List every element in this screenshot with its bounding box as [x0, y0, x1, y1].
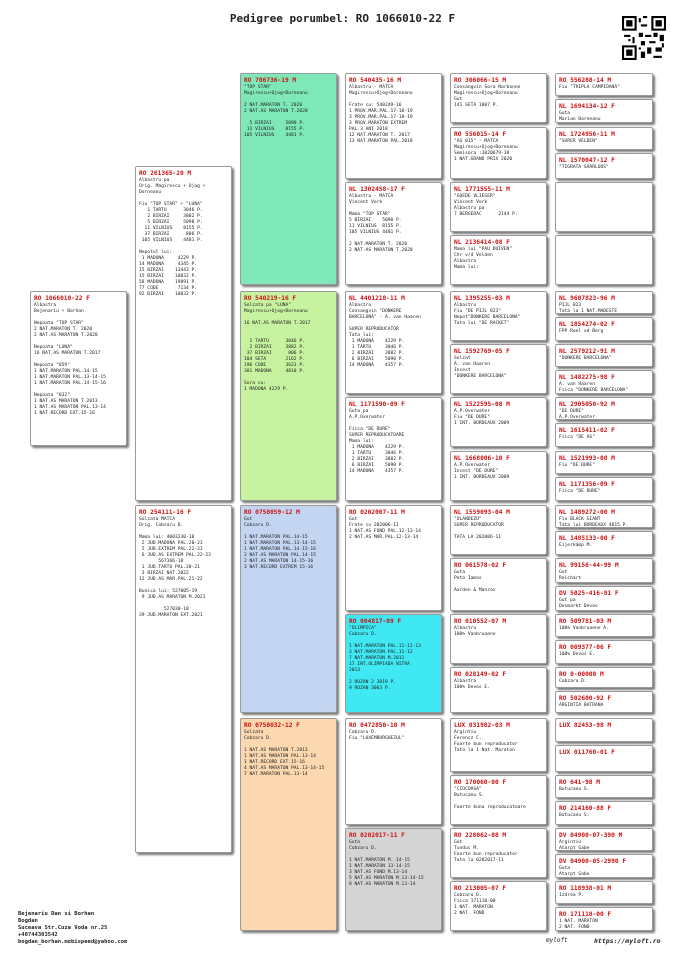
card-details: Gut Frate cu 202006-11 1 NAT.AS FOND PAL.12-13-14 2 NAT.AS MAR.PAL.12-13-14 — [349, 517, 421, 540]
card-details: Consangvin Sora Narbonne Magirescu+Ojog+Dorneanu Gut 141 SETA 1807 P. — [454, 85, 521, 108]
pedigree-card-gen5-8[interactable] — [555, 370, 653, 394]
pedigree-card-gen3-8[interactable] — [345, 828, 442, 931]
card-details: "GOEDE VLIEGER" Vincent Vork Albastru pa 7 BERGERAC 2144 P. — [454, 194, 518, 217]
pedigree-card-gen5-empty-1 — [555, 182, 653, 232]
ring-number: RO 254111-16 F — [139, 509, 192, 516]
ring-number: NL 1559093-04 M — [454, 509, 510, 516]
pedigree-card-gen4-9[interactable] — [450, 505, 547, 555]
pedigree-card-gen4-8[interactable] — [450, 451, 547, 501]
ring-number: RO 0202017-11 F — [349, 832, 405, 839]
ring-number: NL 1521993-08 M — [559, 455, 615, 462]
card-details: "SUPER VELDEN" — [559, 139, 598, 144]
card-details: Butucanu S. — [559, 813, 590, 818]
card-details: Albastru pa Orig. Magirescu + Ojog + Dorneanu Fiu "TOP STAR" + "LUNA" 1 TARTU 3046 P. 2 BIRZAI 3882 P. 5 BIRZAI 5090 P. 11 VILNIUS 8155 P. 37 BIRZAI 806 P. 105 VILNIUS 4481 P. Nepotul lui: 1 MADONA 4229 P. 14 MADONA 4345 P. 15 BIRZAI 13443 P. 15 BIRZAI 10832 P. 58 MADONA 19891 P. 77 CODE 7134 P. 92 BIRZAI 10832 P. — [139, 178, 206, 297]
pedigree-card-dam[interactable] — [135, 505, 232, 853]
ring-number: NL 2579212-91 M — [559, 348, 615, 355]
pedigree-card-gen4-15[interactable] — [450, 828, 547, 878]
card-details: Fiica "DE DURE" — [559, 489, 601, 494]
ring-number: RO 004817-09 F — [349, 618, 402, 625]
pedigree-card-gen5-18[interactable] — [555, 640, 653, 664]
pedigree-card-gen4-13[interactable] — [450, 718, 547, 772]
pedigree-card-gen5-9[interactable] — [555, 397, 653, 420]
pedigree-card-gen5-23[interactable] — [555, 775, 653, 798]
card-details: "OLANDEZU" SUPER REPRODUCATOR TATA LA 202006-11 — [454, 517, 504, 540]
card-details: A. van Haaren Fiica "DONKERE BARCELONA" — [559, 382, 629, 393]
card-details: Gut Tunduc M. Foarte bun reproducator Tata la 0202017-11 — [454, 840, 518, 863]
card-details: Guta Peto Iamos Aarden & Manrov — [454, 570, 496, 593]
ring-number: RO 0750032-12 F — [244, 722, 300, 729]
ring-number: NL 1171356-09 F — [559, 481, 615, 488]
website-link[interactable]: https://myloft.ro — [594, 937, 661, 945]
card-details: Fiica "DE AS" — [559, 435, 595, 440]
ring-number: RO 306066-15 M — [454, 77, 507, 84]
pedigree-card-gen5-25[interactable] — [555, 828, 653, 851]
ring-number: NL 1395255-03 M — [454, 295, 510, 302]
ring-number: NL 1570047-12 F — [559, 157, 615, 164]
pedigree-card-gen3-3[interactable] — [345, 291, 442, 394]
ring-number: NL 99156-44-99 M — [559, 562, 619, 569]
card-details: Albastra 100% Devos E. — [454, 679, 490, 690]
pedigree-card-gen3-6[interactable] — [345, 614, 442, 713]
ring-number: RO 706736-19 M — [244, 77, 297, 84]
pedigree-card-gen4-2[interactable] — [450, 127, 547, 179]
ring-number: NL 1668006-10 F — [454, 455, 510, 462]
ring-number: NL 2905050-92 M — [559, 401, 615, 408]
pedigree-card-gen5-15[interactable] — [555, 558, 653, 583]
pedigree-card-sire[interactable] — [135, 166, 232, 501]
card-details: Eijerkamp M. — [559, 543, 593, 548]
ring-number: NL 1522595-08 M — [454, 401, 510, 408]
pedigree-card-gen4-4[interactable] — [450, 235, 547, 285]
ring-number: RO 010552-07 M — [454, 618, 507, 625]
ring-number: RO 061578-02 F — [454, 562, 507, 569]
ring-number: LUX 011760-01 F — [559, 749, 615, 756]
ring-number: DV 04900-07-390 M — [559, 832, 623, 839]
card-details: ARGINTIA BATRANA — [559, 703, 604, 708]
ring-number: LUX 031982-03 M — [454, 722, 510, 729]
ring-number: RO 540435-16 M — [349, 77, 402, 84]
card-details: Cobzaru D. — [559, 679, 587, 684]
ring-number: RO 509781-03 M — [559, 618, 612, 625]
ring-number: NL 1771555-11 M — [454, 186, 510, 193]
pedigree-card-grand-dam-dam[interactable] — [240, 718, 337, 931]
ring-number: LUX 82453-98 M — [559, 722, 612, 729]
ring-number: RO 261365-20 M — [139, 170, 192, 177]
pedigree-card-gen5-2[interactable] — [555, 99, 653, 123]
card-details: Mama lui "PAU DUIVEN" Chr v/d Velden Albastra Mama lui: — [454, 247, 513, 270]
pedigree-card-gen4-12[interactable] — [450, 667, 547, 713]
ring-number: NL 1724956-11 M — [559, 131, 615, 138]
card-details: "AS 015" - MATCA Magirescu+Ojog+Dorneanu Semisora :1020679-18 1 NAT.GRAND PRIX 2020 — [454, 139, 518, 162]
pedigree-card-gen4-3[interactable] — [450, 182, 547, 232]
pedigree-card-gen5-12[interactable] — [555, 477, 653, 501]
pedigree-card-gen5-5[interactable] — [555, 291, 653, 314]
ring-number: RO 556288-14 M — [559, 77, 612, 84]
ring-number: RO 118938-01 M — [559, 885, 612, 892]
ring-number: NL 1489272-00 M — [559, 509, 615, 516]
pedigree-card-gen5-4[interactable] — [555, 153, 653, 179]
pedigree-card-grand-dam-sire[interactable] — [240, 291, 337, 501]
card-details: FPP Roel vd Berg — [559, 329, 604, 334]
owner-info: Bejenariu Dan si Borhan Bogdan Suceava Str.Cuza Voda nr.25 +40744303542 bogdan_borhan.mobispeed@yahoo.com — [18, 911, 128, 945]
pedigree-card-gen5-19[interactable] — [555, 667, 653, 688]
card-details: "DONKERE BARCELONA" — [559, 356, 612, 361]
page-title: Pedigree porumbel: RO 1066010-22 F — [229, 12, 456, 25]
ring-number: NL 9607823-96 M — [559, 295, 615, 302]
pedigree-card-gen4-5[interactable] — [450, 291, 547, 341]
card-details: Guta Marian Dorneanu — [559, 111, 601, 122]
card-details: Argintiu Atarpt Gabe — [559, 840, 590, 851]
pedigree-card-gen5-14[interactable] — [555, 531, 653, 555]
pedigree-card-grand-sire-sire[interactable] — [240, 73, 337, 285]
card-details: 1 NAT. MARATON 2 NAT. FOND — [559, 919, 598, 930]
ring-number: RO 540219-16 F — [244, 295, 297, 302]
ring-number: NL 1592769-05 F — [454, 348, 510, 355]
card-details: Guta Atarpt Gabe — [559, 866, 590, 877]
pedigree-card-gen5-26[interactable] — [555, 854, 653, 878]
ring-number: NL 1615411-02 F — [559, 427, 615, 434]
card-details: Guta Cobzaru D. 1 NAT.MARATON M. 14-15 1 NAT.MARATON 13-14-15 3 NAT.AS FOND M.13-14 5 NAT.AS MARATON M.13-14-15 8 NAT.AS MARATON M.13-14 — [349, 840, 424, 887]
card-details: Fiu BLACK GIANT Tata lui BORDEAUX 4815 P. — [559, 517, 629, 528]
pedigree-card-gen5-20[interactable] — [555, 691, 653, 713]
pedigree-card-gen3-1[interactable] — [345, 73, 442, 179]
ring-number: DV 5025-416-81 F — [559, 590, 619, 597]
ring-number: RO 171118-00 F — [559, 911, 612, 918]
card-details: Gut Cobzaru D. 1 NAT.MARATON PAL.14-15 1 NAT.MARATON PAL.13-14-15 1 NAT.MARATON PAL.14-15-16 2 NAT.AS MARATON PAL.14-15 2 NAT.AS MARATON 14-15-16 3 NAT.RECORD EXTREM 15-16 — [244, 517, 316, 570]
card-details: Albastra - MATCA Vincent Vork Mama "TOP STAR" 5 BIRZAI 5090 P. 11 VILNIUS 8155 P. 105 VILNIUS 4481 P. 2 NAT.MARATON T. 2020 2 NAT.AS MARATON T.2020 — [349, 194, 413, 253]
pedigree-card-gen4-10[interactable] — [450, 558, 547, 611]
pedigree-card-gen4-14[interactable] — [450, 775, 547, 825]
card-details: Albastru Consangvin "DONKERE BARCELONA" - A. van Haaren SUPER REPRODUCATOR Tata lui: 1 MADONA 4229 P. 1 TARTU 3046 P. 2 BIRZAI 3882 P. 6 BIRZAI 5090 P. 14 MADONA 4357 P. — [349, 303, 421, 368]
card-details: Solzata Cobzaru D. 1 NAT.AS MARATON T.2013 1 NAT.AS MARATON PAL.13-14 1 NAT.RECORD EXT.15-16 4 NAT.AS MARATON PAL.13-14-15 7 NAT.MARATON PAL.13-14 — [244, 730, 325, 777]
ring-number: RO 556015-14 F — [454, 131, 507, 138]
card-details: Gut Reichart — [559, 570, 582, 581]
card-details: Albastra Bejenariu + Borhan Nepoata "TOP STAR" 2 NAT.MARATON T. 2020 2 NAT.AS MARATON T.2020 Nepoata "LUNA" 16 NAT.AS MARATON T.2017 Nepoata "059" 1 NAT.MARATON PAL.14-15 1 NAT.MARATON PAL.13-14-15 1 NAT.MARATON PAL.14-15-16 Nepoata "032" 1 NAT.AS MARATON T.2013 1 NAT.AS MARATON PAL.13-14 1 NAT.RECORD EXT.15-16 — [34, 303, 106, 416]
pedigree-card-gen4-1[interactable] — [450, 73, 547, 123]
pedigree-card-gen4-16[interactable] — [450, 881, 547, 931]
ring-number: NL 2136414-08 F — [454, 239, 510, 246]
card-details: "OLIMPICA" Cobzaru D. 1 NAT.MARATON PAL.11-12-13 3 NAT.MARATON PAL.11-12 7 NAT.MARATON M.2011 17 INT.OLIMPIADA NITRA 2013 2 ROZAN 2 3019 P. 9 ROZAN 3063 P. — [349, 626, 421, 691]
card-details: Cobzaru D. Fiica 171118-00 1 NAT. MARATON 2 NAT. FOND — [454, 893, 496, 916]
pedigree-card-gen5-11[interactable] — [555, 451, 653, 474]
pedigree-card-gen5-7[interactable] — [555, 344, 653, 367]
card-details: "CIOCOASA" Butucanu S. Foarte buna reproducatoare — [454, 787, 526, 810]
ring-number: RO 0202007-11 M — [349, 509, 405, 516]
pedigree-card-gen5-28[interactable] — [555, 907, 653, 931]
ring-number: RO 228062-08 M — [454, 832, 507, 839]
ring-number: RO 214160-88 F — [559, 805, 612, 812]
pedigree-card-gen5-empty-2 — [555, 235, 653, 285]
card-details: Solzat A. van Haaren Incest "DONKERE BARCELONA" — [454, 356, 507, 379]
pedigree-card-gen5-21[interactable] — [555, 718, 653, 742]
pedigree-card-gen4-6[interactable] — [450, 344, 547, 394]
card-details: 100% Vanbruaene A. — [559, 626, 609, 631]
pedigree-card-gen3-5[interactable] — [345, 505, 442, 611]
ring-number: NL 1854274-02 F — [559, 321, 615, 328]
card-details: Izdrea P. — [559, 893, 584, 898]
ring-number: NL 4401218-11 M — [349, 295, 405, 302]
card-details: Fiu "DE DURE" — [559, 463, 595, 468]
card-details: Butucanu S. — [559, 787, 590, 792]
ring-number: RO 502600-92 F — [559, 695, 612, 702]
ring-number: RO 641-98 M — [559, 779, 600, 786]
ring-number: RO 0472850-10 M — [349, 722, 405, 729]
card-details: Albastru 100% Vanbruaene — [454, 626, 496, 637]
pedigree-card-gen5-24[interactable] — [555, 801, 653, 825]
ring-number: RO 028149-02 F — [454, 671, 507, 678]
pedigree-card-gen5-13[interactable] — [555, 505, 653, 528]
card-details: Solzata MATCA Orig. Cobzaru D. Mama lui: 4003230-18 2 JUD.MADONA PAL.20-23 5 JUD.EXTREM PAL.22-23 6 JUD.AS EXTREM PAL.22-23 567366-18 1 JUD.TARTU PAL.20-21 3 BIRZAI NAT.2022 12 JUD.AS MAR.PAL.21-22 Bunica lui: 527005-19 9 JUD.AS MARATON M.2021 527030-18 39 JUD.MARATON EXT.2021 — [139, 517, 211, 618]
ring-number: RO 1066010-22 F — [34, 295, 90, 302]
ring-number: RO 0750059-12 M — [244, 509, 300, 516]
card-details: Fiu "TRIPLA CAMPIOANA" — [559, 85, 620, 90]
card-details: 100% Devos E. — [559, 652, 595, 657]
card-details: Gut pa Desmarkt Devos — [559, 598, 598, 609]
card-details: Guta pa A.P.Overwater Fiica "DE DURE" SUPER REPRODUCATOARE Mama lui: 1 MADONA 4229 P. 1 TARTU 3046 P. 2 BIRZAI 3882 P. 6 BIRZAI 5090 P. 14 MADONA 4357 P. — [349, 409, 405, 474]
card-details: "DE DURE" A.P.Overwater — [559, 409, 595, 420]
ring-number: NL 1485133-00 F — [559, 535, 615, 542]
pedigree-card-gen5-6[interactable] — [555, 317, 653, 341]
card-details: PIJL 823 Tata la 1 NAT.MADESTE — [559, 303, 618, 314]
pedigree-card-gen5-10[interactable] — [555, 423, 653, 447]
card-details: A.P.Overwater Incest "DE DURE" 1 INT. BORDEAUX 2009 — [454, 463, 510, 480]
card-details: Albastru Fiu "DE PIJL 823" Nepot"DONKERE BARCELONA" Tata lui "DE RACKET" — [454, 303, 521, 326]
card-details: Argintiu Ferencz C. Foarte bun reproducator Tata la 1 Nat. Maraton — [454, 730, 518, 753]
card-details: Cobzaru D. Fiu "LUXEMBURGHEZUL" — [349, 730, 405, 741]
pedigree-card-gen5-22[interactable] — [555, 745, 653, 772]
pedigree-card-gen4-11[interactable] — [450, 614, 547, 664]
pedigree-card-gen4-7[interactable] — [450, 397, 547, 447]
card-details: Albastru - MATCA Magirescu+Ojog+Dorneanu Frate cu: 540249-16 1 PROV.MAR.PAL.17-18-19 3 PROV.MAR.PAL.17-18-19 3 PROV.MARATON EXTREM PAL.3 ANI 2018 12 NAT.MARATON T. 2017 13 NAT.MARATON PAL.2018 — [349, 85, 413, 144]
myloft-logo: myloft — [546, 937, 568, 944]
pedigree-card-gen3-4[interactable] — [345, 397, 442, 501]
ring-number: RO 213005-07 F — [454, 885, 507, 892]
ring-number: NL 1694134-12 F — [559, 103, 615, 110]
ring-number: NL 1302458-17 F — [349, 186, 405, 193]
ring-number: NL 1171590-09 F — [349, 401, 405, 408]
ring-number: RO 170060-00 F — [454, 779, 507, 786]
pedigree-card-grand-sire-dam[interactable] — [240, 505, 337, 713]
card-details: "TIGRATA SAARLOOS" — [559, 165, 609, 170]
pedigree-card-gen5-17[interactable] — [555, 614, 653, 637]
ring-number: DV 04900-05-2990 F — [559, 858, 627, 865]
pedigree-card-gen5-27[interactable] — [555, 881, 653, 904]
pedigree-card-gen5-3[interactable] — [555, 127, 653, 150]
qr-code-icon — [622, 16, 666, 60]
ring-number: RO 0-00000 M — [559, 671, 604, 678]
pedigree-card-gen5-16[interactable] — [555, 586, 653, 611]
pedigree-card-gen3-2[interactable] — [345, 182, 442, 285]
pedigree-card-subject[interactable] — [30, 291, 127, 446]
card-details: A.P.Overwater Fiu "DE DURE" 1 INT. BORDEAUX 2009 — [454, 409, 510, 426]
card-details: Solzata pa "LUNA" Magirescu+Ojog+Dorneanu 16 NAT.AS MARATON T.2017 1 TARTU 3046 P. 2 BIRZAI 3882 P. 37 BIRZAI 806 P. 104 SETA 2162 P. 196 CODE 3623 P. 381 MADONA 4810 P. Sora cu: 1 MADONA 4229 P. — [244, 303, 311, 392]
card-details: "TOP STAR" Magirescu+Ojog+Dorneanu 2 NAT.MARATON T. 2020 2 NAT.AS MARATON T.2020 5 BIRZAI 5090 P. 11 VILNIUS 8155 P. 105 VILNIUS 4481 P. — [244, 85, 308, 138]
ring-number: NL 1482275-98 F — [559, 374, 615, 381]
ring-number: RO 009377-06 F — [559, 644, 612, 651]
pedigree-card-gen5-1[interactable] — [555, 73, 653, 96]
pedigree-card-gen3-7[interactable] — [345, 718, 442, 825]
